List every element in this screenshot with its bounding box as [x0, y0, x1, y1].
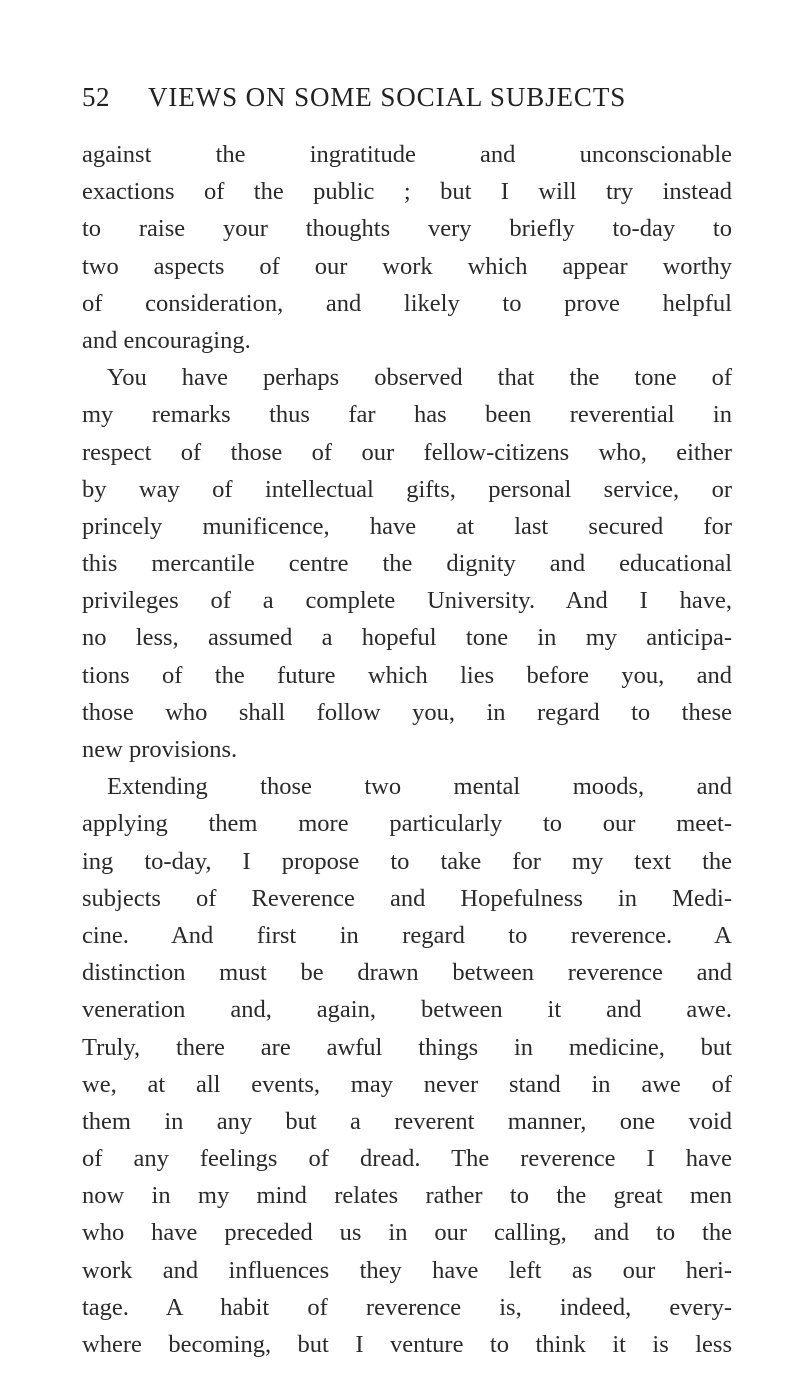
text-line: exactions of the public ; but I will try instead — [82, 178, 732, 206]
text-line: tage. A habit of reverence is, indeed, every- — [82, 1293, 732, 1321]
running-head — [82, 82, 732, 122]
text-line: applying them more particularly to our meet- — [82, 810, 732, 838]
text-line: Truly, there are awful things in medicine, but — [82, 1033, 732, 1061]
book-page — [82, 82, 732, 1363]
text-line: this mercantile centre the dignity and educational — [82, 550, 732, 578]
body-text — [82, 136, 732, 1363]
text-line: against the ingratitude and unconscionable — [82, 141, 732, 168]
text-line: work and influences they have left as our heri- — [82, 1256, 732, 1284]
text-line: princely munificence, have at last secured for — [82, 512, 732, 540]
text-line: Extending those two mental moods, and — [107, 773, 732, 801]
text-line: two aspects of our work which appear worthy — [82, 252, 732, 280]
text-line: of any feelings of dread. The reverence I have — [82, 1145, 732, 1173]
text-line: now in my mind relates rather to the great men — [82, 1182, 732, 1210]
page-number: 52 — [82, 82, 110, 112]
text-line: who have preceded us in our calling, and to the — [82, 1219, 732, 1247]
text-line: tions of the future which lies before you, and — [82, 661, 732, 689]
text-line: and encouraging. — [82, 326, 251, 354]
text-line: those who shall follow you, in regard to these — [82, 698, 732, 726]
text-line: You have perhaps observed that the tone of — [107, 364, 732, 392]
text-line: new provisions. — [82, 736, 238, 763]
text-line: my remarks thus far has been reverential in — [82, 401, 732, 429]
text-line: to raise your thoughts very briefly to-day to — [82, 215, 732, 243]
text-line: no less, assumed a hopeful tone in my anticipa- — [82, 624, 732, 652]
text-line: cine. And first in regard to reverence. A — [82, 921, 732, 949]
text-line: subjects of Reverence and Hopefulness in Medi- — [82, 884, 732, 912]
running-title: VIEWS ON SOME SOCIAL SUBJECTS — [148, 82, 627, 112]
text-line: by way of intellectual gifts, personal service, or — [82, 475, 732, 503]
text-line: respect of those of our fellow-citizens who, either — [82, 438, 732, 466]
text-line: privileges of a complete University. And I have, — [82, 587, 732, 615]
text-line: ing to-day, I propose to take for my text the — [82, 847, 732, 875]
text-line: distinction must be drawn between reverence and — [82, 959, 732, 987]
text-line: them in any but a reverent manner, one void — [82, 1107, 732, 1135]
text-line: of consideration, and likely to prove helpful — [82, 289, 732, 317]
text-line: veneration and, again, between it and awe. — [82, 996, 732, 1024]
text-line: we, at all events, may never stand in awe of — [82, 1070, 732, 1098]
text-line: where becoming, but I venture to think it is less — [82, 1331, 732, 1358]
